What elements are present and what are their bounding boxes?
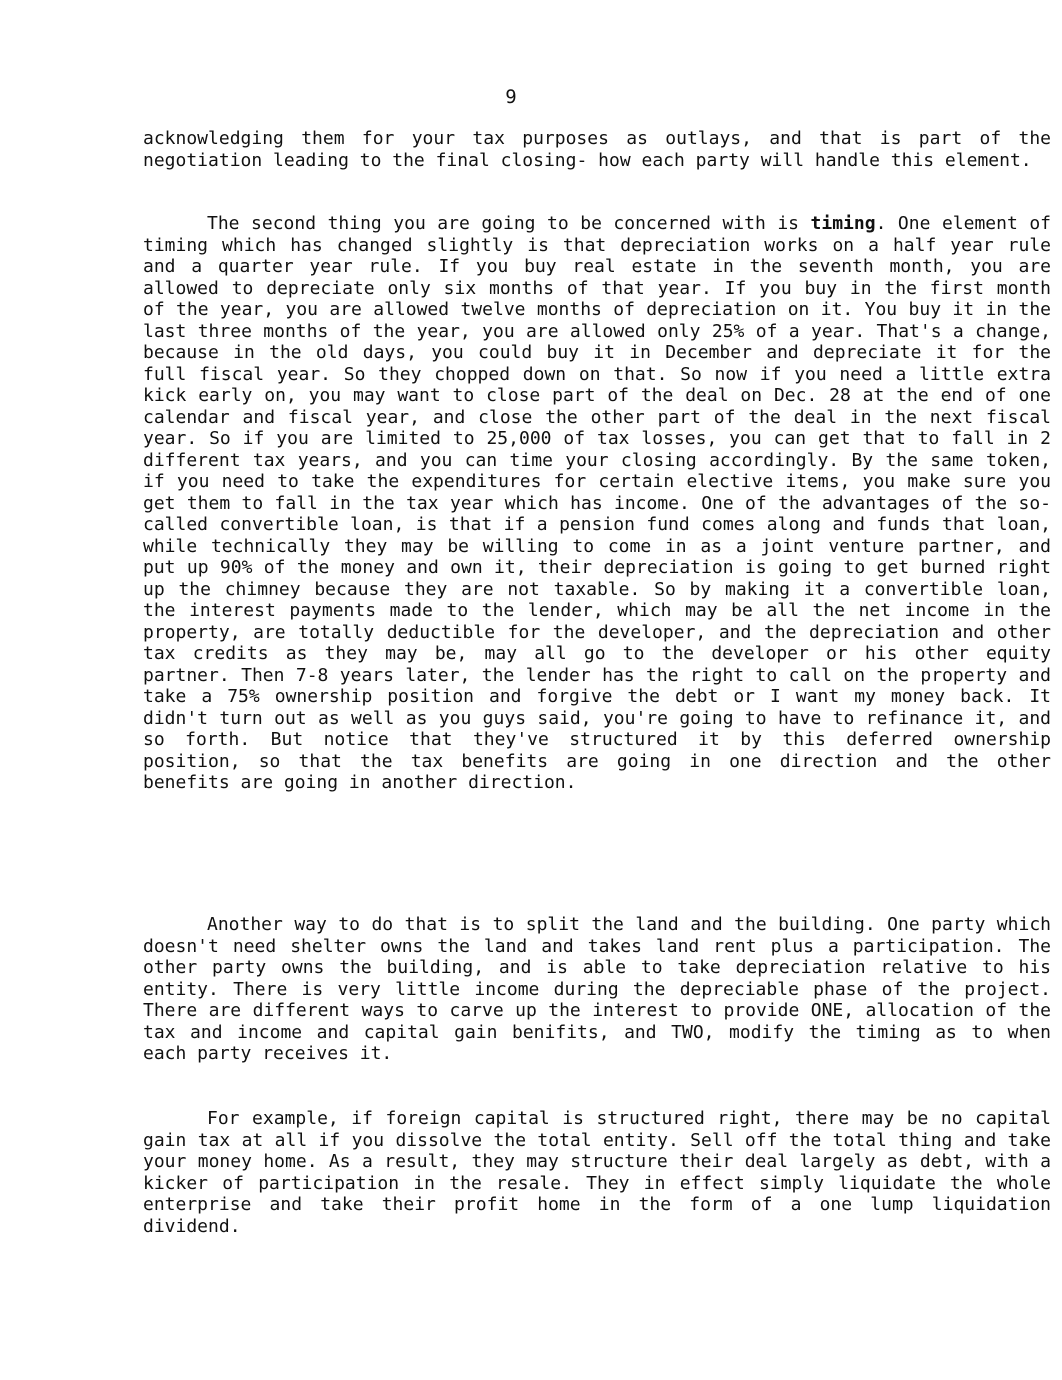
paragraph-4: For example, if foreign capital is structured right, there may be no capital gain tax at all if you dissolve the total entity. Sell off the total thing and take your money home. As a result, they may structure their deal largely as debt, with a kicker of participation in the resale. They in effect simply liquidate the whole enterprise and take their profit home in the form of a one lump liquidation dividend. xyxy=(143,1108,1051,1237)
paragraph-3: Another way to do that is to split the land and the building. One party which doesn't need shelter owns the land and takes land rent plus a participation. The other party owns the building, and is able to take depreciation relative to his entity. There is very little income during the depreciable phase of the project. There are different ways to carve up the interest to provide ONE, allocation of the tax and income and capital gain benifits, and TWO, modify the timing as to when each party receives it. xyxy=(143,914,1051,1064)
paragraph-3-container xyxy=(143,914,1051,1065)
paragraph-2 xyxy=(143,213,1051,794)
page-number: 9 xyxy=(505,86,517,108)
paragraph-1-container xyxy=(143,128,1051,171)
paragraph-1: acknowledging them for your tax purposes as outlays, and that is part of the negotiation leading to the final closing- how each party will handle this element. xyxy=(143,128,1051,171)
paragraph-2-lead: The second thing you are going to be concerned with is xyxy=(207,213,811,234)
timing-emphasis: timing xyxy=(810,213,876,234)
paragraph-2-body: . One element of timing which has changed slightly is that depreciation works on a half year rule and a quarter year rule. If you buy real estate in the seventh month, you are allowed to depreciate only six months of that year. If you buy in the first month of the year, you are allowed twelve months of depreciation on it. You buy it in the last three months of the year, you are allowed only 25% of a year. That's a change, because in the old days, you could buy it in December and depreciate it for the full fiscal year. So they chopped down on that. So now if you need a little extra kick early on, you may want to close part of the deal on Dec. 28 at the end of one calendar and fiscal year, and close the other part of the deal in the next fiscal year. So if you are limited to 25,000 of tax losses, you can get that to fall in 2 different tax years, and you can time your closing accordingly. By the same token, if you need to take the expenditures for certain elective items, you make sure you get them to fall in the tax year which has income. One of the advantages of the so-called convertible loan, is that if a pension fund comes along and funds that loan, while technically they may be willing to come in as a joint venture partner, and put up 90% of the money and own it, their depreciation is going to get burned right up the chimney because they are not taxable. So by making it a convertible loan, the interest payments made to the lender, which may be all the net income in the property, are totally deductible for the developer, and the depreciation and other tax credits as they may be, may all go to the developer or his other equity partner. Then 7-8 years later, the lender has the right to call on the property and take a 75% ownership position and forgive the debt or I want my money back. It didn't turn out as well as you guys said, you're going to have to refinance it, and so forth. But notice that they've structured it by this deferred ownership position, so that the tax benefits are going in one direction and the other benefits are going in another direction. xyxy=(143,213,1052,793)
paragraph-2-container xyxy=(143,213,1051,794)
paragraph-4-container xyxy=(143,1108,1051,1237)
